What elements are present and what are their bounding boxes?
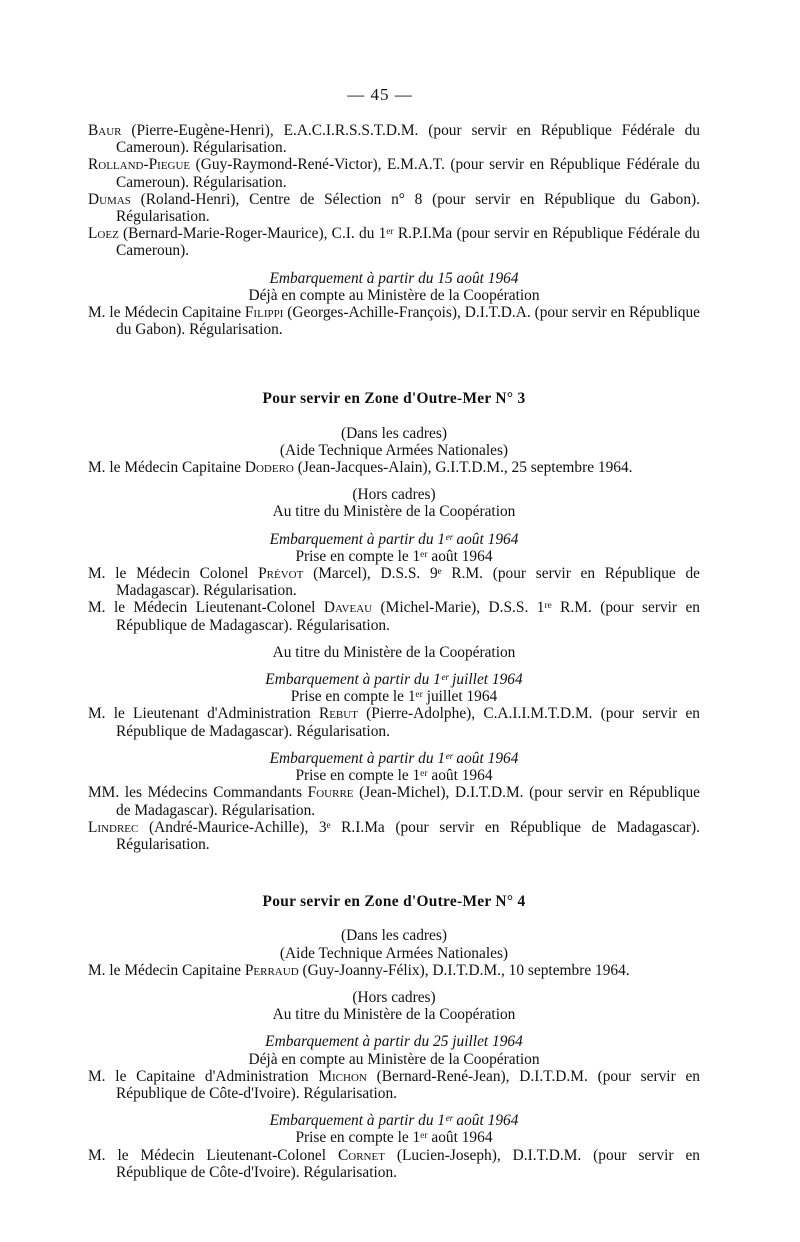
- entry-filippi: M. le Médecin Capitaine Filippi (Georges-Achille-François), D.I.T.D.A. (pour servir en République du Gabon). Régularisation.: [88, 304, 700, 339]
- entry-dumas: Dumas (Roland-Henri), Centre de Sélection n° 8 (pour servir en République du Gabon). Régularisation.: [88, 190, 700, 226]
- zone-3-prise-2: Prise en compte le 1ᵉʳ juillet 1964: [290, 688, 498, 706]
- entry-rebut: M. le Lieutenant d'Administration Rebut (Pierre-Adolphe), C.A.I.I.M.T.D.M. (pour servir en République de Madagascar). Régularisation.: [88, 705, 700, 740]
- zone-3-aide: (Aide Technique Armées Nationales): [279, 441, 509, 459]
- entry-lindrec: Lindrec (André-Maurice-Achille), 3ᵉ R.I.Ma (pour servir en République de Madagascar). Régularisation.: [88, 818, 700, 853]
- deja-en-compte-line: Déjà en compte au Ministère de la Coopération: [248, 286, 540, 304]
- zone-3-titre-2: Au titre du Ministère de la Coopération: [272, 643, 516, 661]
- zone-3-embarquement-3: Embarquement à partir du 1ᵉʳ août 1964: [269, 749, 519, 767]
- zone-4-hors-cadres: (Hors cadres): [352, 988, 436, 1006]
- page-content: [88, 122, 700, 1181]
- zone-4-prise-2: Prise en compte le 1ᵉʳ août 1964: [295, 1129, 493, 1147]
- zone-4-heading: Pour servir en Zone d'Outre-Mer N° 4: [262, 893, 526, 911]
- entry-daveau: M. le Médecin Lieutenant-Colonel Daveau (Michel-Marie), D.S.S. 1ʳᵉ R.M. (pour servir en République de Madagascar). Régularisation.: [88, 599, 701, 634]
- entry-rolland-piegue: Rolland-Piegue (Guy-Raymond-René-Victor), E.M.A.T. (pour servir en République Fédérale du Cameroun). Régularisation.: [88, 156, 700, 191]
- entry-loez: Loez (Bernard-Marie-Roger-Maurice), C.I. du 1ᵉʳ R.P.I.Ma (pour servir en République Fédérale du Cameroun).: [88, 225, 700, 260]
- zone-3-heading: Pour servir en Zone d'Outre-Mer N° 3: [262, 390, 526, 408]
- zone-4-aide: (Aide Technique Armées Nationales): [279, 944, 509, 962]
- zone-3-embarquement-1: Embarquement à partir du 1ᵉʳ août 1964: [269, 530, 519, 548]
- zone-3-titre-1: Au titre du Ministère de la Coopération: [272, 503, 516, 521]
- entry-fourre: MM. les Médecins Commandants Fourre (Jean-Michel), D.I.T.D.M. (pour servir en République de Madagascar). Régularisation.: [88, 784, 700, 819]
- zone-3-prise-3: Prise en compte le 1ᵉʳ août 1964: [295, 767, 493, 785]
- zone-3-embarquement-2: Embarquement à partir du 1ᵉʳ juillet 1964: [265, 671, 523, 689]
- entry-michon: M. le Capitaine d'Administration Michon (Bernard-René-Jean), D.I.T.D.M. (pour servir en République de Côte-d'Ivoire). Régularisation.: [88, 1067, 700, 1102]
- zone-4-deja: Déjà en compte au Ministère de la Coopération: [248, 1050, 540, 1068]
- entry-cornet: M. le Médecin Lieutenant-Colonel Cornet (Lucien-Joseph), D.I.T.D.M. (pour servir en République de Côte-d'Ivoire). Régularisation.: [88, 1146, 700, 1181]
- page-number: — 45 —: [347, 85, 413, 104]
- entry-prevot: M. le Médecin Colonel Prévot (Marcel), D.S.S. 9ᵉ R.M. (pour servir en République de Madagascar). Régularisation.: [88, 565, 701, 600]
- entry-perraud: M. le Médecin Capitaine Perraud (Guy-Joanny-Félix), D.I.T.D.M., 10 septembre 1964.: [88, 961, 630, 979]
- zone-3-hors-cadres: (Hors cadres): [352, 486, 436, 504]
- embarquement-line: Embarquement à partir du 15 août 1964: [269, 269, 519, 287]
- zone-4-cadres: (Dans les cadres): [341, 927, 447, 945]
- zone-3-cadres: (Dans les cadres): [341, 424, 447, 442]
- zone-3-prise-1: Prise en compte le 1ᵉʳ août 1964: [295, 547, 493, 565]
- zone-4-embarquement-1: Embarquement à partir du 25 juillet 1964: [265, 1033, 523, 1051]
- zone-4-embarquement-2: Embarquement à partir du 1ᵉʳ août 1964: [269, 1112, 519, 1130]
- zone-4-titre-1: Au titre du Ministère de la Coopération: [272, 1006, 516, 1024]
- entry-dodero: M. le Médecin Capitaine Dodero (Jean-Jacques-Alain), G.I.T.D.M., 25 septembre 1964.: [88, 459, 633, 477]
- entry-baur: Baur (Pierre-Eugène-Henri), E.A.C.I.R.S.S.T.D.M. (pour servir en République Fédérale du Cameroun). Régularisation.: [88, 122, 700, 157]
